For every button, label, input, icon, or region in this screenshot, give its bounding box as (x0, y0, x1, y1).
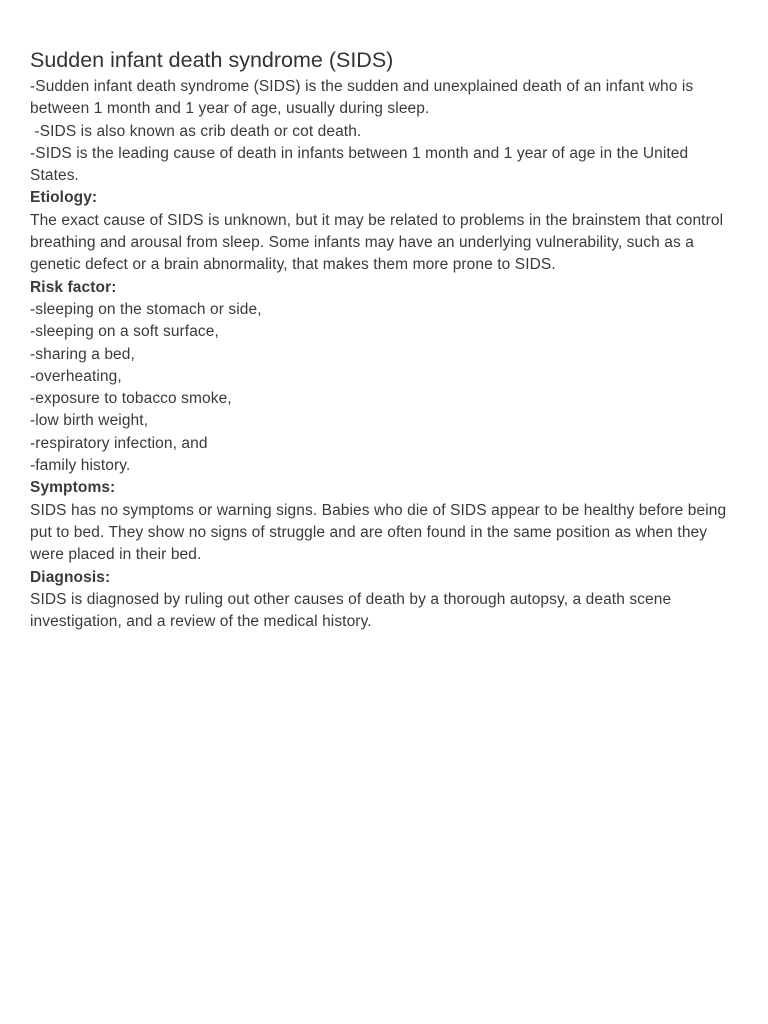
symptoms-heading: Symptoms: (30, 479, 116, 497)
risk-factor-item: -family history. (30, 457, 131, 475)
risk-factor-item: -overheating, (30, 367, 122, 385)
intro-leading-cause: -SIDS is the leading cause of death in infants between 1 month and 1 year of age in the United States. (30, 144, 693, 185)
risk-factor-item: -sleeping on the stomach or side, (30, 300, 262, 318)
intro-also-known-as: -SIDS is also known as crib death or cot death. (30, 122, 362, 140)
diagnosis-heading: Diagnosis: (30, 568, 111, 586)
risk-factor-item: -exposure to tobacco smoke, (30, 390, 232, 408)
note-title: Sudden infant death syndrome (SIDS) (30, 48, 394, 72)
diagnosis-text: SIDS is diagnosed by ruling out other causes of death by a thorough autopsy, a death scene investigation, and a review of the medical history. (30, 590, 676, 631)
risk-factor-item: -low birth weight, (30, 412, 149, 430)
etiology-text: The exact cause of SIDS is unknown, but it may be related to problems in the brainstem that control breathing and arousal from sleep. Some infants may have an underlying vulnerability, such as a genetic defect or a brain abnormality, that makes them more prone to SIDS. (30, 211, 728, 274)
risk-factor-item: -sharing a bed, (30, 345, 135, 363)
symptoms-text: SIDS has no symptoms or warning signs. Babies who die of SIDS appear to be healthy before being put to bed. They show no signs of struggle and are often found in the same position as when they were placed in their bed. (30, 501, 731, 564)
risk-factor-item: -sleeping on a soft surface, (30, 323, 219, 341)
note-body (30, 44, 730, 633)
etiology-heading: Etiology: (30, 189, 98, 207)
risk-factor-item: -respiratory infection, and (30, 434, 208, 452)
intro-definition: -Sudden infant death syndrome (SIDS) is the sudden and unexplained death of an infant who is between 1 month and 1 year of age, usually during sleep. (30, 78, 698, 118)
risk-factor-heading: Risk factor: (30, 278, 117, 296)
